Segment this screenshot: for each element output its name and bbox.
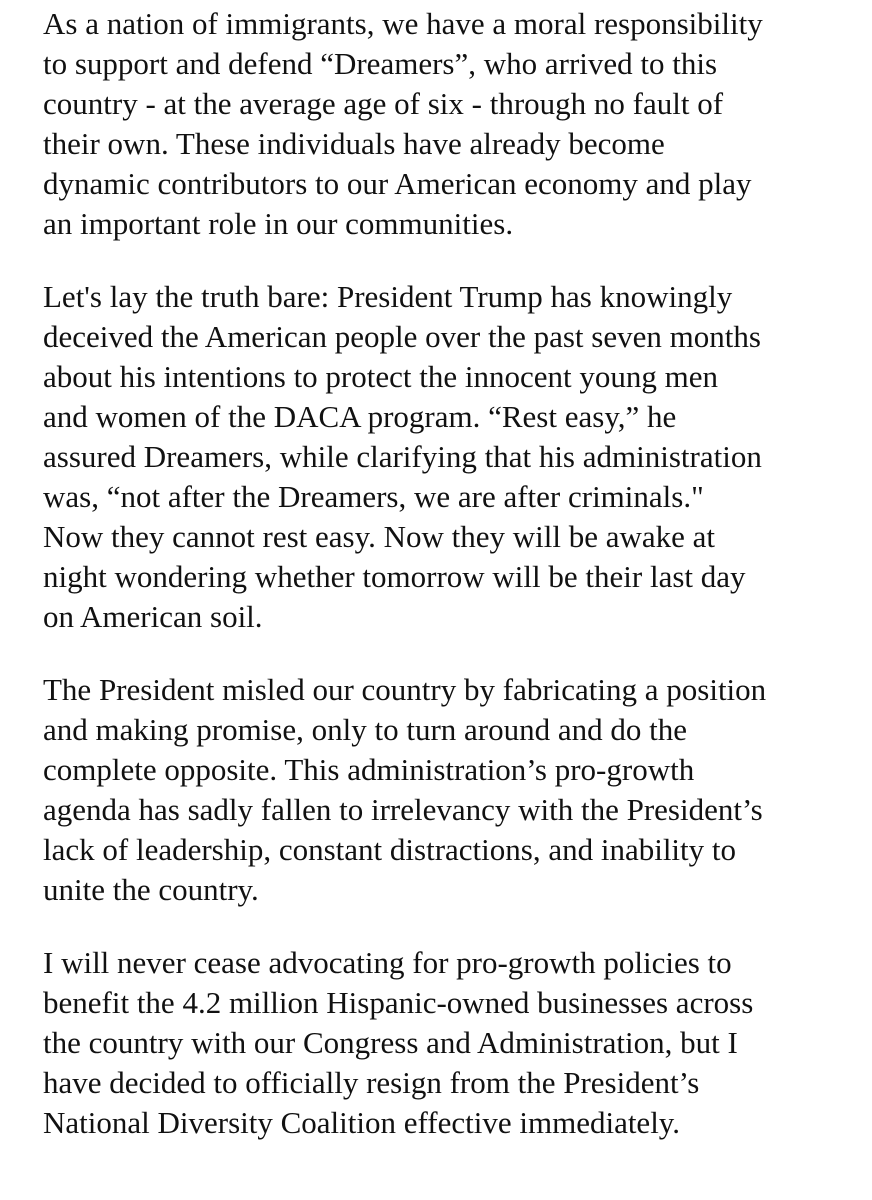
text-line: deceived the American people over the past seven months <box>43 319 761 354</box>
text-line: to support and defend “Dreamers”, who arrived to this <box>43 46 718 81</box>
text-line: The President misled our country by fabricating a position <box>43 672 767 707</box>
text-line: their own. These individuals have already become <box>43 126 665 161</box>
paragraph-resignation <box>43 943 852 1143</box>
text-line: lack of leadership, constant distractions, and inability to <box>43 832 737 867</box>
text-line: complete opposite. This administration’s pro-growth <box>43 752 695 787</box>
text-line: country - at the average age of six - through no fault of <box>43 86 724 121</box>
text-line: dynamic contributors to our American economy and play <box>43 166 752 201</box>
text-line: Let's lay the truth bare: President Trump has knowingly <box>43 279 733 314</box>
text-line: and women of the DACA program. “Rest easy,” he <box>43 399 677 434</box>
text-line: and making promise, only to turn around and do the <box>43 712 687 747</box>
paragraph-misled-country <box>43 670 852 910</box>
text-line: was, “not after the Dreamers, we are after criminals." <box>43 479 704 514</box>
text-line: assured Dreamers, while clarifying that his administration <box>43 439 762 474</box>
text-line: agenda has sadly fallen to irrelevancy with the President’s <box>43 792 763 827</box>
text-line: an important role in our communities. <box>43 206 514 241</box>
text-line: on American soil. <box>43 599 263 634</box>
text-line: I will never cease advocating for pro-growth policies to <box>43 945 732 980</box>
text-line: have decided to officially resign from the President’s <box>43 1065 700 1100</box>
text-line: night wondering whether tomorrow will be their last day <box>43 559 746 594</box>
text-line: about his intentions to protect the innocent young men <box>43 359 718 394</box>
text-line: Now they cannot rest easy. Now they will be awake at <box>43 519 716 554</box>
paragraph-president-deception <box>43 277 852 637</box>
text-line: National Diversity Coalition effective immediately. <box>43 1105 681 1140</box>
text-line: the country with our Congress and Administration, but I <box>43 1025 738 1060</box>
text-line: As a nation of immigrants, we have a moral responsibility <box>43 6 763 41</box>
text-line: unite the country. <box>43 872 259 907</box>
paragraph-dreamers-responsibility <box>43 4 852 244</box>
text-line: benefit the 4.2 million Hispanic-owned businesses across <box>43 985 754 1020</box>
